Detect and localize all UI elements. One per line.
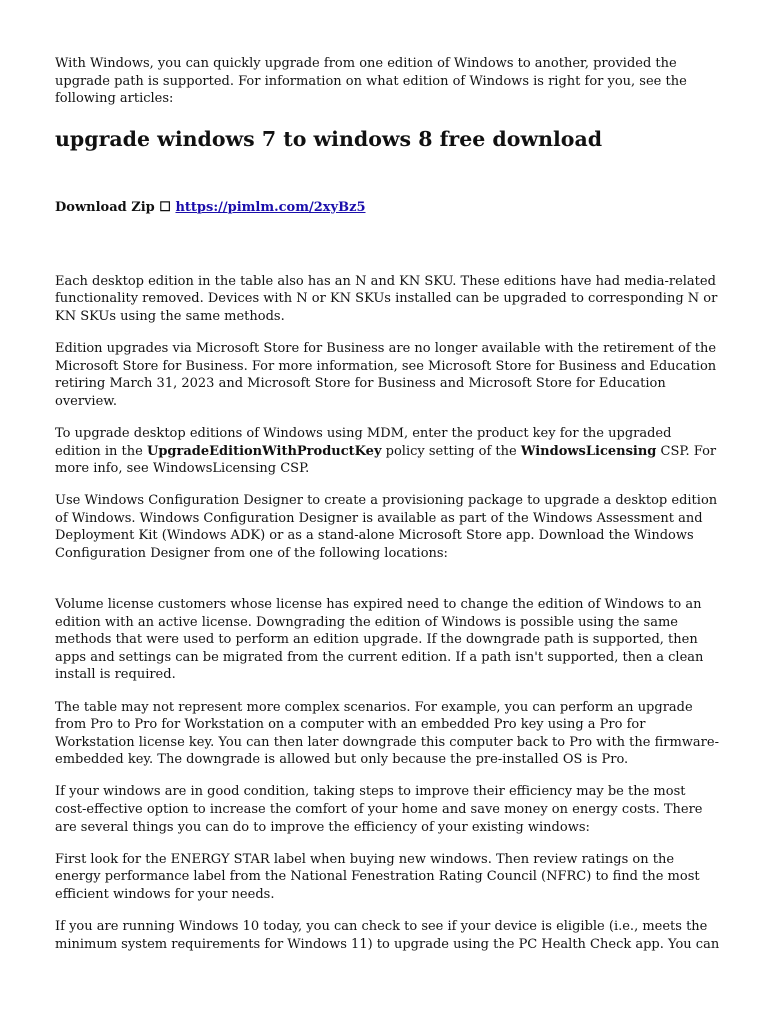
paragraph-config-designer: Use Windows Configuration Designer to create a provisioning package to upgrade a desktop edition of Windows. Windows Configuration Designer is available as part of the Windows Assessment and Deployment Kit (Windows ADK) or as a stand-alone Microsoft Store app. Download the Windows Configuration Designer from one of the following locations:: [55, 493, 718, 561]
page-title: upgrade windows 7 to windows 8 free download: [55, 126, 603, 151]
download-label: Download Zip ☐: [55, 199, 171, 215]
document-page: [55, 55, 720, 968]
paragraph-volume-license: Volume license customers whose license has expired need to change the edition of Windows to an edition with an active license. Downgrading the edition of Windows is possible using the same methods that were used to perform an edition upgrade. If the downgrade path is supported, then apps and settings can be migrated from the current edition. If a path isn't supported, then a clean install is required.: [55, 597, 704, 683]
paragraph-complex-scenarios: The table may not represent more complex scenarios. For example, you can perform an upgrade from Pro to Pro for Workstation on a computer with an embedded Pro key using a Pro for Workstation license key. You can then later downgrade this computer back to Pro with the firmware-embedded key. The downgrade is allowed but only because the pre-installed OS is Pro.: [55, 699, 719, 768]
intro-paragraph: With Windows, you can quickly upgrade from one edition of Windows to another, provided the upgrade path is supported. For information on what edition of Windows is right for you, see the following articles:: [55, 56, 687, 107]
paragraph-health-check: If you are running Windows 10 today, you can check to see if your device is eligible (i.e., meets the minimum system requirements for Windows 11) to upgrade using the PC Health Check app. You can: [55, 919, 720, 952]
download-link[interactable]: https://pimlm.com/2xyBz5: [175, 199, 366, 215]
csp-name: WindowsLicensing: [520, 443, 657, 459]
paragraph-window-efficiency: If your windows are in good condition, taking steps to improve their efficiency may be the most cost-effective option to increase the comfort of your home and save money on energy costs. There are several things you can do to improve the efficiency of your existing windows:: [55, 784, 703, 835]
paragraph-mdm: [55, 425, 720, 478]
paragraph-mdm-text-e: CSP. For more info, see WindowsLicensing CSP.: [55, 443, 717, 477]
policy-name: UpgradeEditionWithProductKey: [146, 443, 382, 459]
spacer: [55, 216, 720, 273]
paragraph-store-business: Edition upgrades via Microsoft Store for Business are no longer available with the retirement of the Microsoft Store for Business. For more information, see Microsoft Store for Business and Education retiring March 31, 2023 and Microsoft Store for Business and Microsoft Store for Education overview.: [55, 341, 717, 409]
paragraph-sku: Each desktop edition in the table also has an N and KN SKU. These editions have had media-related functionality removed. Devices with N or KN SKUs installed can be upgraded to corresponding N or KN SKUs using the same methods.: [55, 273, 718, 324]
download-line: [55, 199, 720, 216]
paragraph-mdm-text-a: To upgrade desktop editions of Windows using MDM, enter the product key for the upgraded edition in the: [55, 425, 672, 459]
spacer: [55, 577, 720, 596]
paragraph-energy-star: First look for the ENERGY STAR label when buying new windows. Then review ratings on the energy performance label from the National Fenestration Rating Council (NFRC) to find the most efficient windows for your needs.: [55, 851, 700, 902]
paragraph-mdm-text-c: policy setting of the: [381, 443, 521, 459]
